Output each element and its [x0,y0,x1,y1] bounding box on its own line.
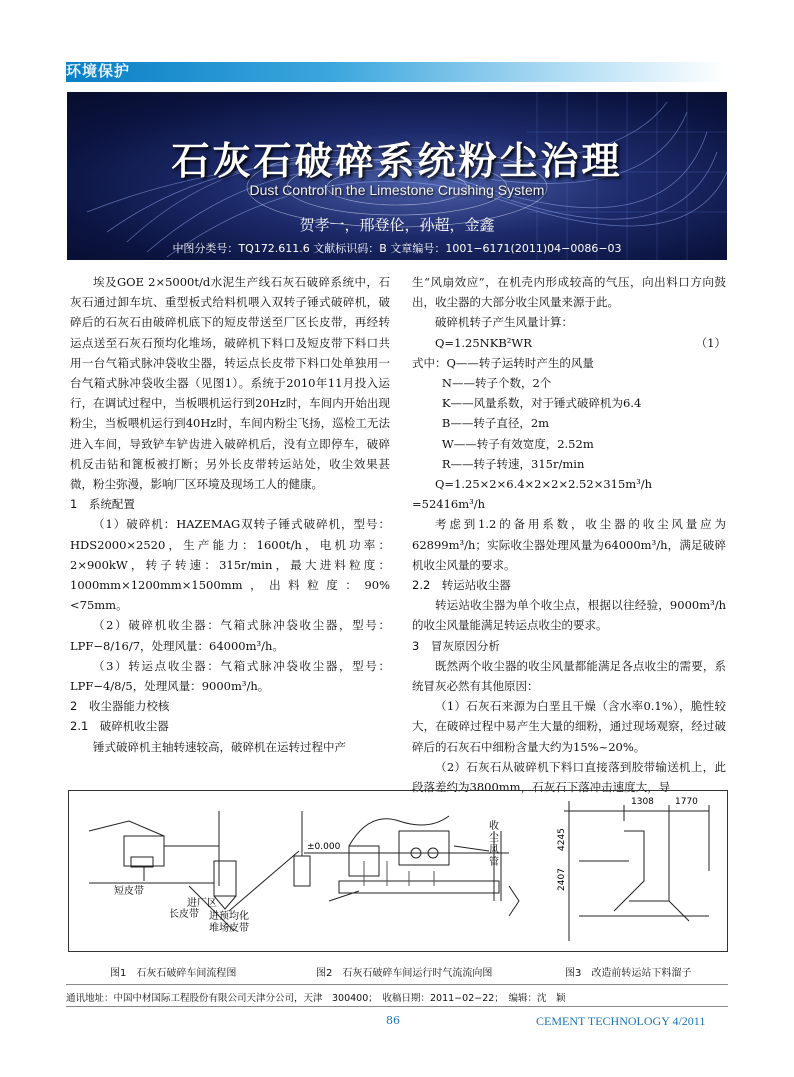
article-title-en: Dust Control in the Limestone Crushing System [249,182,545,198]
figure-3-diagram [564,801,709,941]
fig1-label-short-belt: 短皮带 [114,886,144,897]
config-crusher: （1）破碎机：HAZEMAG双转子锤式破碎机，型号：HDS2000×2520，生产能力：1600t/h，电机功率：2×900kW，转子转速：315r/min，最大进料粒度：1000mm×1200mm×1500mm，出料粒度：90%<75mm。 [70,517,390,613]
fig1-label-stockpile-belt: 堆场皮带 [209,923,249,934]
footnote: 通讯地址：中国中材国际工程股份有限公司天津分公司，天津 300400； 收稿日期：2011−02−22； 编辑：沈 颖 [66,993,566,1004]
def-q: 式中：Q——转子运转时产生的风量 [412,355,594,370]
equation-1 [412,333,726,353]
fig2-label-3: 风 [489,845,499,856]
equation-number: （1） [695,335,726,350]
classification-meta: 中图分类号：TQ172.611.6 文献标识码：B 文章编号：1001−6171(2011)04−0086−03 [172,242,622,255]
fig2-label-4: 管 [489,857,499,868]
figure-1-diagram [89,811,310,931]
heading-2-1: 2.1 破碎机收尘器 [70,719,169,734]
right-column [412,272,726,797]
cause-2: （2）石灰石从破碎机下料口直接落到胶带输送机上，此段落差约为3800mm，石灰石下落冲击速度大，导 [412,759,726,795]
section-label: 环境保护 [66,62,131,80]
def-w: W——转子有效宽度，2.52m [441,436,594,451]
def-b: B——转子直径，2m [441,416,550,431]
cause-1: （1）石灰石来源为白垩且干燥（含水率0.1%），脆性较大，在破碎过程中易产生大量的细粉，通过现场观察，经过破碎后的石灰石中细粉含量大约为15%~20%。 [412,699,726,754]
fig3-dim-4245: 4245 [557,828,567,851]
equation-body: Q=1.25NKB²WR [435,335,532,350]
fig3-dim-2407: 2407 [557,868,567,891]
intro-paragraph: 埃及GOE 2×5000t/d水泥生产线石灰石破碎系统中，石灰石通过卸车坑、重型板式给料机喂入双转子锤式破碎机，破碎后的石灰石由破碎机底下的短皮带送至厂区长皮带，再经转运点送至石灰石预均化堆场，破碎机下料口及短皮带下料口共用一台气箱式脉冲袋收尘器，转运点长皮带下料口处单独用一台气箱式脉冲袋收尘器（见图1）。系统于2010年11月投入运行，在调试过程中，当板喂机运行到20Hz时，车间内开始出现粉尘，当板喂机运行到40Hz时，车间内粉尘飞扬，巡检工无法进入车间，导致铲车铲齿进入破碎机后，没有立即停车，破碎机反击钻和篦板被打断；另外长皮带转运站处，收尘效果甚微，粉尘弥漫，影响厂区环境及现场工人的健康。 [70,275,390,492]
left-column [70,272,390,757]
figure-2-diagram [304,816,519,916]
transfer-collector-text: 转运站收尘器为单个收尘点，根据以往经验，9000m³/h的收尘风量能满足转运点收尘的要求。 [412,598,726,633]
heading-3: 3 冒灰原因分析 [412,638,500,653]
def-n: N——转子个数，2个 [441,376,552,391]
heading-2-2: 2.2 转运站收尘器 [412,578,511,593]
section-header-bar [66,62,726,82]
heading-1: 1 系统配置 [70,497,135,512]
crusher-collector-text: 锤式破碎机主轴转速较高，破碎机在运转过程中产 [93,739,346,754]
fan-effect-text: 生“风扇效应”，在机壳内形成较高的气压，向出料口方向鼓出，收尘器的大部分收尘风量来源于此。 [412,275,726,310]
fig3-dim-1308: 1308 [631,797,654,807]
reserve-factor-text: 考虑到1.2的备用系数，收尘器的收尘风量应为62899m³/h；实际收尘器处理风量为64000m³/h，满足破碎机收尘风量的要求。 [412,517,726,572]
page-number: 86 [386,1014,400,1027]
heading-2: 2 收尘器能力校核 [70,699,170,714]
figure-2-caption: 图2 石灰石破碎车间运行时气流流向图 [316,968,493,979]
fig2-label-1: 收 [489,821,499,832]
article-title-cn: 石灰石破碎系统粉尘治理 [171,139,623,183]
fig1-label-to-prehomo: 进预均化 [209,911,249,922]
fig1-label-to-plant: 进厂区 [187,898,217,909]
figures-svg [69,791,727,951]
fig2-label-2: 尘 [489,833,499,844]
def-k: K——风量系数，对于锤式破碎机为6.4 [441,396,642,411]
config-crusher-collector: （2）破碎机收尘器：气箱式脉冲袋收尘器，型号：LPF−8/16/7，处理风量：64000m³/h。 [70,618,390,653]
fig3-dim-1770: 1770 [675,797,698,807]
fig1-label-long-belt: 长皮带 [169,909,199,920]
calc-intro: 破碎机转子产生风量计算： [435,315,573,330]
config-transfer-collector: （3）转运点收尘器：气箱式脉冲袋收尘器，型号：LPF−4/8/5，处理风量：9000m³/h。 [70,658,390,694]
cause-intro: 既然两个收尘器的收尘风量都能满足各点收尘的需要，系统冒灰必然有其他原因： [412,658,726,694]
footnote-rule-bottom [66,1006,728,1007]
journal-name: CEMENT TECHNOLOGY 4/2011 [536,1014,706,1028]
fig2-label-elevation: ±0.000 [307,842,341,852]
figure-box [68,790,728,952]
author-list: 贺孝一，邢登伦，孙超，金鑫 [299,216,495,234]
footnote-rule-top [66,984,728,985]
calc-result: Q=1.25×2×6.4×2×2×2.52×315m³/h =52416m³/h [412,477,653,512]
figure-3-caption: 图3 改造前转运站下料溜子 [565,968,692,979]
figure-1-caption: 图1 石灰石破碎车间流程图 [110,968,237,979]
def-r: R——转子转速，315r/min [441,456,585,471]
